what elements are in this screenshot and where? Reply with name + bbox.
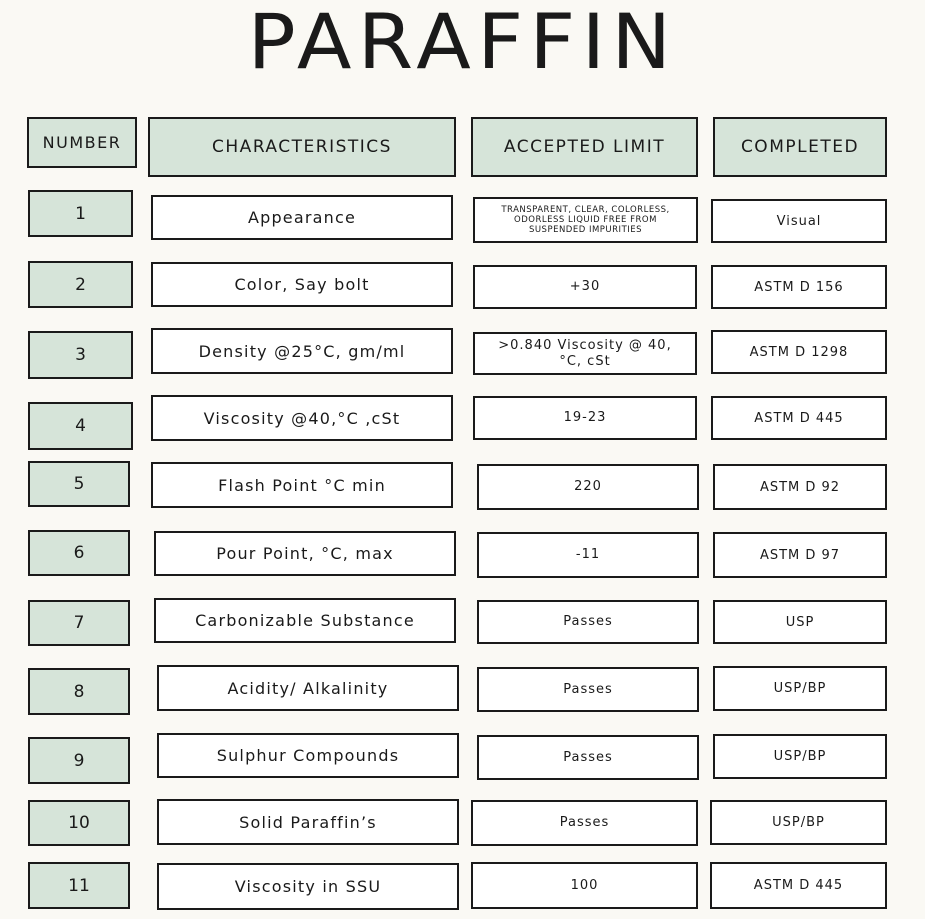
completed-cell: ASTM D 445	[710, 862, 887, 909]
row-number-cell: 10	[28, 800, 130, 846]
accepted-limit-cell: Passes	[477, 667, 699, 712]
completed-cell: ASTM D 97	[713, 532, 887, 578]
completed-cell: ASTM D 92	[713, 464, 887, 510]
completed-cell: Visual	[711, 199, 887, 243]
accepted-limit-cell: +30	[473, 265, 697, 309]
completed-cell: ASTM D 156	[711, 265, 887, 309]
accepted-limit-cell: >0.840 Viscosity @ 40, °C, cSt	[473, 332, 697, 375]
characteristic-cell: Viscosity in SSU	[157, 863, 459, 910]
completed-cell: USP	[713, 600, 887, 644]
row-number-cell: 5	[28, 461, 130, 507]
characteristic-cell: Color, Say bolt	[151, 262, 453, 307]
characteristic-cell: Density @25°C, gm/ml	[151, 328, 453, 374]
row-number-cell: 1	[28, 190, 133, 237]
completed-cell: USP/BP	[713, 734, 887, 779]
completed-cell: ASTM D 445	[711, 396, 887, 440]
row-number-cell: 11	[28, 862, 130, 909]
characteristic-cell: Sulphur Compounds	[157, 733, 459, 778]
accepted-limit-cell: TRANSPARENT, CLEAR, COLORLESS, ODORLESS LIQUID FREE FROM SUSPENDED IMPURITIES	[473, 197, 698, 243]
row-number-cell: 3	[28, 331, 133, 379]
header-number: NUMBER	[27, 117, 137, 168]
accepted-limit-cell: 19-23	[473, 396, 697, 440]
accepted-limit-cell: Passes	[477, 735, 699, 780]
accepted-limit-cell: 220	[477, 464, 699, 510]
completed-cell: ASTM D 1298	[711, 330, 887, 374]
characteristic-cell: Viscosity @40,°C ,cSt	[151, 395, 453, 441]
accepted-limit-cell: Passes	[477, 600, 699, 644]
page-title: PARAFFIN	[247, 0, 678, 86]
header-completed: COMPLETED	[713, 117, 887, 177]
characteristic-cell: Acidity/ Alkalinity	[157, 665, 459, 711]
header-characteristics: CHARACTERISTICS	[148, 117, 456, 177]
characteristic-cell: Pour Point, °C, max	[154, 531, 456, 576]
accepted-limit-cell: -11	[477, 532, 699, 578]
characteristic-cell: Solid Paraffin’s	[157, 799, 459, 845]
completed-cell: USP/BP	[710, 800, 887, 845]
accepted-limit-cell: Passes	[471, 800, 698, 846]
characteristic-cell: Carbonizable Substance	[154, 598, 456, 643]
row-number-cell: 9	[28, 737, 130, 784]
row-number-cell: 2	[28, 261, 133, 308]
characteristic-cell: Appearance	[151, 195, 453, 240]
row-number-cell: 4	[28, 402, 133, 450]
header-accepted-limit: ACCEPTED LIMIT	[471, 117, 698, 177]
characteristic-cell: Flash Point °C min	[151, 462, 453, 508]
row-number-cell: 6	[28, 530, 130, 576]
row-number-cell: 7	[28, 600, 130, 646]
accepted-limit-cell: 100	[471, 862, 698, 909]
row-number-cell: 8	[28, 668, 130, 715]
completed-cell: USP/BP	[713, 666, 887, 711]
